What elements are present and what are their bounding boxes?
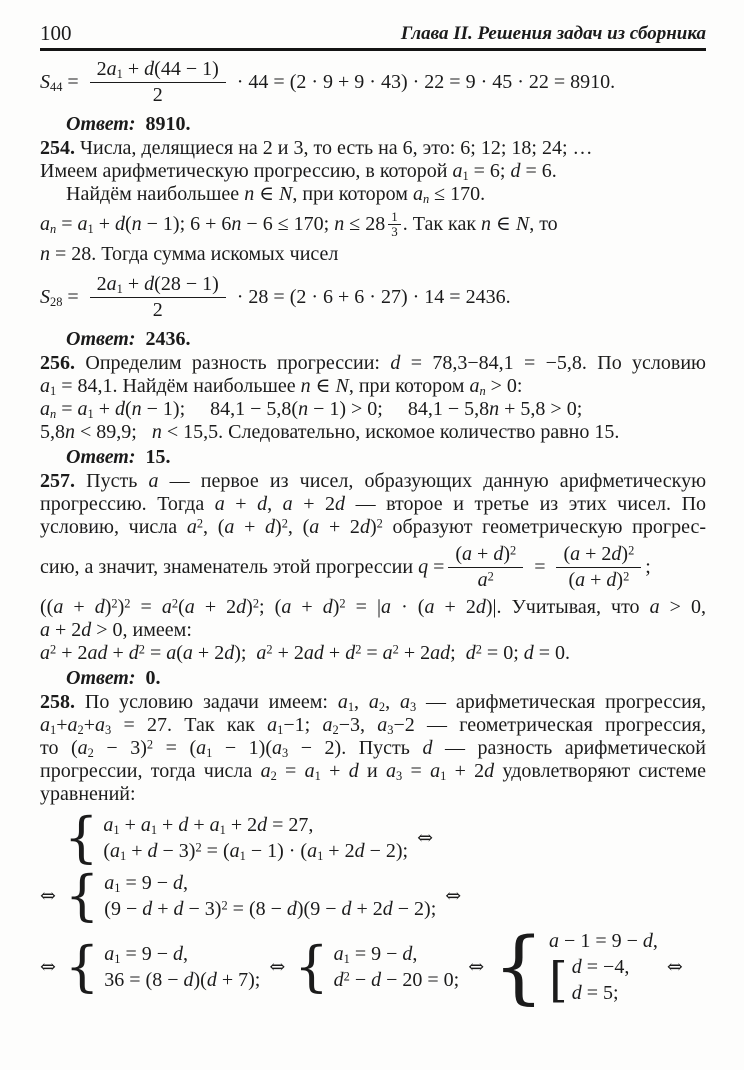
iff-arrow: ⇔ — [666, 955, 683, 978]
answer-value: 0. — [145, 667, 161, 689]
fraction-denominator: 2 — [152, 299, 163, 321]
formula-an-lead: $a_n = a_1 + d(n - 1)$; 6 + 6n − 6 ≤ 170; n ≤ 28 — [40, 213, 386, 237]
problem-number-258: 258. — [40, 691, 75, 713]
system-1-eq1: $a_1 + a_1 + d + a_1 + 2d = 27$, — [103, 814, 314, 838]
iff-arrow: ⇔ — [445, 884, 462, 907]
fraction-numerator: $(a + d)^2$ — [448, 543, 523, 568]
p254-line1 — [40, 137, 706, 160]
system-3b: { $a_1 = 9 - d$, $d^2 - d - 20 = 0$; — [294, 935, 460, 998]
formula-s28 — [40, 273, 706, 322]
system-3c-alt1: d = −4, — [571, 956, 630, 978]
p258-line4: прогрессии, тогда числа $a_2 = a_1 + d$ и $a_3 = a_1 + 2d$ удовлетворяют системе — [40, 760, 706, 784]
p256-line3: $a_n = a_1 + d(n - 1)$; 84,1 − 5,8(n − 1) > 0; 84,1 − 5,8n + 5,8 > 0; — [40, 398, 583, 422]
formula-s44-tail: · 44 = (2 · 9 + 9 · 43) · 22 = 9 · 45 · 22 = 8910. — [236, 71, 616, 93]
formula-s28-tail: · 28 = (2 · 6 + 6 · 27) · 14 = 2436. — [236, 286, 511, 308]
system-3a: { $a_1 = 9 - d$, 36 = (8 − d)(d + 7); — [64, 935, 261, 998]
p256-line2: $a_1 = 84,1$. Найдём наибольшее n ∈ N, при котором $a_n > 0$: — [40, 375, 523, 399]
p258-line5: уравнений: — [40, 783, 136, 805]
fraction-numerator: $2a_1 + d(44 - 1)$ — [90, 58, 226, 83]
p257-line1 — [40, 470, 706, 493]
problem-number-254: 254. — [40, 137, 75, 159]
system-3a-eq2: 36 = (8 − d)(d + 7); — [104, 969, 261, 991]
answer-label: Ответ: — [66, 446, 136, 468]
formula-q-lead: сию, а значит, знаменатель этой прогрессии q = — [40, 556, 445, 578]
answer-257 — [40, 666, 706, 690]
fraction-denominator: 3 — [391, 224, 398, 239]
fraction-numerator: 1 — [388, 210, 401, 225]
system-1-eq2: $(a_1 + d - 3)^2 = (a_1 - 1) \cdot (a_1 + 2d - 2)$; — [103, 840, 409, 864]
fraction-denominator: 2 — [152, 84, 163, 106]
alternatives-group: [ d = −4, d = 5; — [549, 952, 630, 1008]
formula-s28-fraction — [90, 273, 226, 322]
p254-line2: Имеем арифметическую прогрессию, в которой $a_1 = 6$; d = 6. — [40, 160, 557, 184]
p257-line6: a + 2d > 0, имеем: — [40, 619, 192, 641]
equals-sign: = — [534, 556, 546, 578]
formula-q-end: ; — [645, 556, 651, 578]
p258-line1-text: По условию задачи имеем: $a_1$, $a_2$, $a_3$ — арифметическая прогрессия, — [84, 691, 707, 715]
p257-line7: $a^2 + 2ad + d^2 = a(a + 2d)$; $a^2 + 2ad + d^2 = a^2 + 2ad$; $d^2 = 0$; d = 0. — [40, 642, 571, 664]
problem-number-257: 257. — [40, 470, 75, 492]
fraction-one-third — [388, 210, 401, 239]
chapter-title: Глава II. Решения задач из сборника — [400, 23, 706, 44]
answer-label: Ответ: — [66, 113, 136, 135]
answer-value: 8910. — [145, 113, 191, 135]
formula-an-254 — [40, 210, 706, 239]
p258-line2: $a_1+a_2+a_3 = 27$. Так как $a_1-1$; $a_2-3$, $a_3-2$ — геометрическая прогрессия, — [40, 714, 706, 738]
fraction-numerator: $2a_1 + d(28 - 1)$ — [90, 273, 226, 298]
formula-s44 — [40, 58, 706, 107]
answer-label: Ответ: — [66, 667, 136, 689]
system-row-2 — [40, 864, 706, 927]
p254-line4: n = 28. Тогда сумма искомых чисел — [40, 243, 339, 265]
system-3c: { a − 1 = 9 − d, [ d = −4, d = 5; — [493, 920, 658, 1013]
formula-q-257 — [40, 543, 706, 592]
p257-line5: $((a + d)^2)^2 = a^2(a + 2d)^2$; $(a + d)^2 = |a \cdot (a + 2d)|$. Учитывая, что a > 0, — [40, 596, 707, 618]
system-2-eq1: $a_1 = 9 - d$, — [104, 872, 189, 896]
answer-254 — [40, 112, 706, 136]
iff-arrow: ⇔ — [417, 826, 433, 849]
formula-s28-lead: $S_{28}$ = — [40, 286, 79, 310]
fraction-denominator: $a^2$ — [477, 569, 494, 591]
iff-arrow: ⇔ — [269, 955, 286, 978]
p258-line3: то $(a_2 - 3)^2 = (a_1 - 1)(a_3 - 2)$. Пусть d — разность арифметической — [40, 737, 706, 761]
answer-254b — [40, 327, 706, 351]
p256-line1 — [40, 352, 706, 375]
answer-256 — [40, 445, 706, 469]
p254-line3: Найдём наибольшее n ∈ N, при котором $a_n \le 170$. — [66, 183, 486, 207]
system-row-3 — [40, 920, 706, 1013]
q-fraction-1 — [448, 543, 523, 592]
problem-number-256: 256. — [40, 352, 75, 374]
p257-line2: прогрессию. Тогда a + d, a + 2d — второе и третье из этих чисел. По — [40, 493, 707, 515]
p256-line1-text: Определим разность прогрессии: d = 78,3−84,1 = −5,8. По условию — [85, 352, 706, 374]
answer-value: 15. — [145, 446, 171, 468]
answer-label: Ответ: — [66, 328, 136, 350]
page-number: 100 — [40, 21, 72, 45]
iff-arrow: ⇔ — [40, 955, 56, 978]
formula-an-tail: . Так как n ∈ N, то — [402, 213, 558, 235]
system-2-eq2: $(9 - d + d - 3)^2 = (8 - d)(9 - d + 2d - 2)$; — [104, 898, 437, 920]
p257-line3: условию, числа $a^2$, $(a + d)^2$, $(a + 2d)^2$ образуют геометрическую прогрес- — [40, 516, 706, 538]
iff-arrow: ⇔ — [40, 884, 56, 907]
q-fraction-2 — [556, 543, 641, 592]
p257-line1-text: Пусть a — первое из чисел, образующих данную арифметическую — [86, 470, 707, 492]
formula-s44-lead: $S_{44}$ = — [40, 71, 79, 95]
p258-line1 — [40, 691, 706, 714]
system-row-1 — [40, 806, 706, 869]
p256-line4: 5,8n < 89,9; n < 15,5. Следовательно, искомое количество равно 15. — [40, 421, 620, 443]
system-3b-eq2: $d^2 - d - 20 = 0$; — [333, 969, 460, 991]
system-3b-eq1: $a_1 = 9 - d$, — [333, 943, 418, 967]
formula-s44-fraction — [90, 58, 226, 107]
system-2: { $a_1 = 9 - d$, $(9 - d + d - 3)^2 = (8 - d)(9 - d + 2d - 2)$; — [64, 864, 437, 927]
system-3a-eq1: $a_1 = 9 - d$, — [104, 943, 189, 967]
system-3c-eq1: a − 1 = 9 − d, — [549, 930, 658, 952]
answer-value: 2436. — [145, 328, 191, 350]
fraction-numerator: $(a + 2d)^2$ — [556, 543, 641, 568]
p254-line1-text: Числа, делящиеся на 2 и 3, то есть на 6, это: 6; 12; 18; 24; … — [80, 137, 593, 159]
system-1: { $a_1 + a_1 + d + a_1 + 2d = 27$, $(a_1 + d - 3)^2 = (a_1 - 1) \cdot (a_1 + 2d - 2)$; — [64, 806, 409, 869]
system-3c-alt2: d = 5; — [571, 982, 619, 1004]
iff-arrow: ⇔ — [468, 955, 485, 978]
fraction-denominator: $(a + d)^2$ — [568, 569, 630, 591]
page-header — [40, 22, 706, 51]
